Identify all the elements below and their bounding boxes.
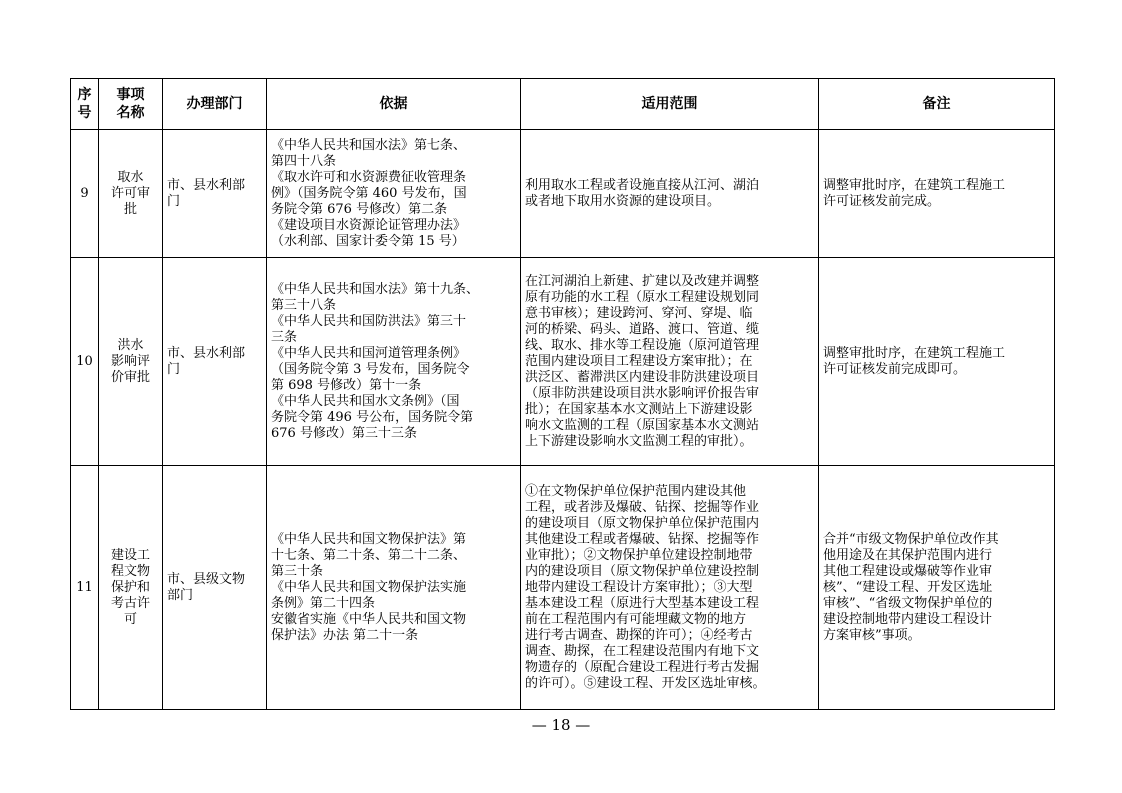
- row-seq: 9: [71, 130, 99, 258]
- table-row: [71, 258, 1055, 466]
- table-header-row: [71, 79, 1055, 130]
- row-scope: ①在文物保护单位保护范围内建设其他 工程，或者涉及爆破、钻探、挖掘等作业 的建设项目（原文物保护单位保护范围内 其他建设工程或者爆破、钻探、挖掘等作 业审批）；②文物保护单位建设控制地带 内的建设项目（原文物保护单位建设控制 地带内建设工程设计方案审批）；③大型 基本建设工程（原进行大型基本建设工程 前在工程范围内有可能埋藏文物的地方 进行考古调查、勘探的许可）；④经考古 调查、勘探，在工程建设范围内有地下文 物遗存的（原配合建设工程进行考古发掘 的许可）。⑤建设工程、开发区选址审核。: [521, 466, 819, 710]
- row-seq: 11: [71, 466, 99, 710]
- row-department: 市、县水利部 门: [163, 130, 267, 258]
- row-note: 调整审批时序，在建筑工程施工 许可证核发前完成。: [819, 130, 1055, 258]
- row-basis: 《中华人民共和国水法》第十九条、 第三十八条 《中华人民共和国防洪法》第三十 三条 《中华人民共和国河道管理条例》 （国务院令第 3 号发布，国务院令 第 698 号修改）第十一条 《中华人民共和国水文条例》（国 务院令第 496 号公布，国务院令第 676 号修改）第三十三条: [267, 258, 521, 466]
- row-department: 市、县级文物 部门: [163, 466, 267, 710]
- table-row: [71, 466, 1055, 710]
- header-note: 备注: [819, 79, 1055, 130]
- row-scope: 在江河湖泊上新建、扩建以及改建并调整 原有功能的水工程（原水工程建设规划同 意书审核）；建设跨河、穿河、穿堤、临 河的桥梁、码头、道路、渡口、管道、缆 线、取水、排水等工程设施（原河道管理 范围内建设项目工程建设方案审批）；在 洪泛区、蓄滞洪区内建设非防洪建设项目 （原非防洪建设项目洪水影响评价报告审 批）；在国家基本水文测站上下游建设影 响水文监测的工程（原国家基本水文测站 上下游建设影响水文监测工程的审批）。: [521, 258, 819, 466]
- row-item-name: 建设工 程文物 保护和 考古许 可: [99, 466, 163, 710]
- header-basis: 依据: [267, 79, 521, 130]
- header-item-name: 事项 名称: [99, 79, 163, 130]
- header-scope: 适用范围: [521, 79, 819, 130]
- row-seq: 10: [71, 258, 99, 466]
- row-item-name: 洪水 影响评 价审批: [99, 258, 163, 466]
- row-item-name: 取水 许可审 批: [99, 130, 163, 258]
- row-scope: 利用取水工程或者设施直接从江河、湖泊 或者地下取用水资源的建设项目。: [521, 130, 819, 258]
- row-basis: 《中华人民共和国水法》第七条、 第四十八条 《取水许可和水资源费征收管理条 例》（国务院令第 460 号发布，国 务院令第 676 号修改）第二条 《建设项目水资源论证管理办法》 （水利部、国家计委令第 15 号）: [267, 130, 521, 258]
- approval-items-table: [70, 78, 1055, 710]
- row-note: 合并“市级文物保护单位改作其 他用途及在其保护范围内进行 其他工程建设或爆破等作业审 核”、“建设工程、开发区选址 审核”、“省级文物保护单位的 建设控制地带内建设工程设计 方案审核”事项。: [819, 466, 1055, 710]
- row-basis: 《中华人民共和国文物保护法》第 十七条、第二十条、第二十二条、 第三十条 《中华人民共和国文物保护法实施 条例》第二十四条 安徽省实施《中华人民共和国文物 保护法》办法 第二十一条: [267, 466, 521, 710]
- header-department: 办理部门: [163, 79, 267, 130]
- row-department: 市、县水利部 门: [163, 258, 267, 466]
- row-note: 调整审批时序，在建筑工程施工 许可证核发前完成即可。: [819, 258, 1055, 466]
- page-number: — 18 —: [531, 716, 591, 734]
- header-seq: 序 号: [71, 79, 99, 130]
- table-row: [71, 130, 1055, 258]
